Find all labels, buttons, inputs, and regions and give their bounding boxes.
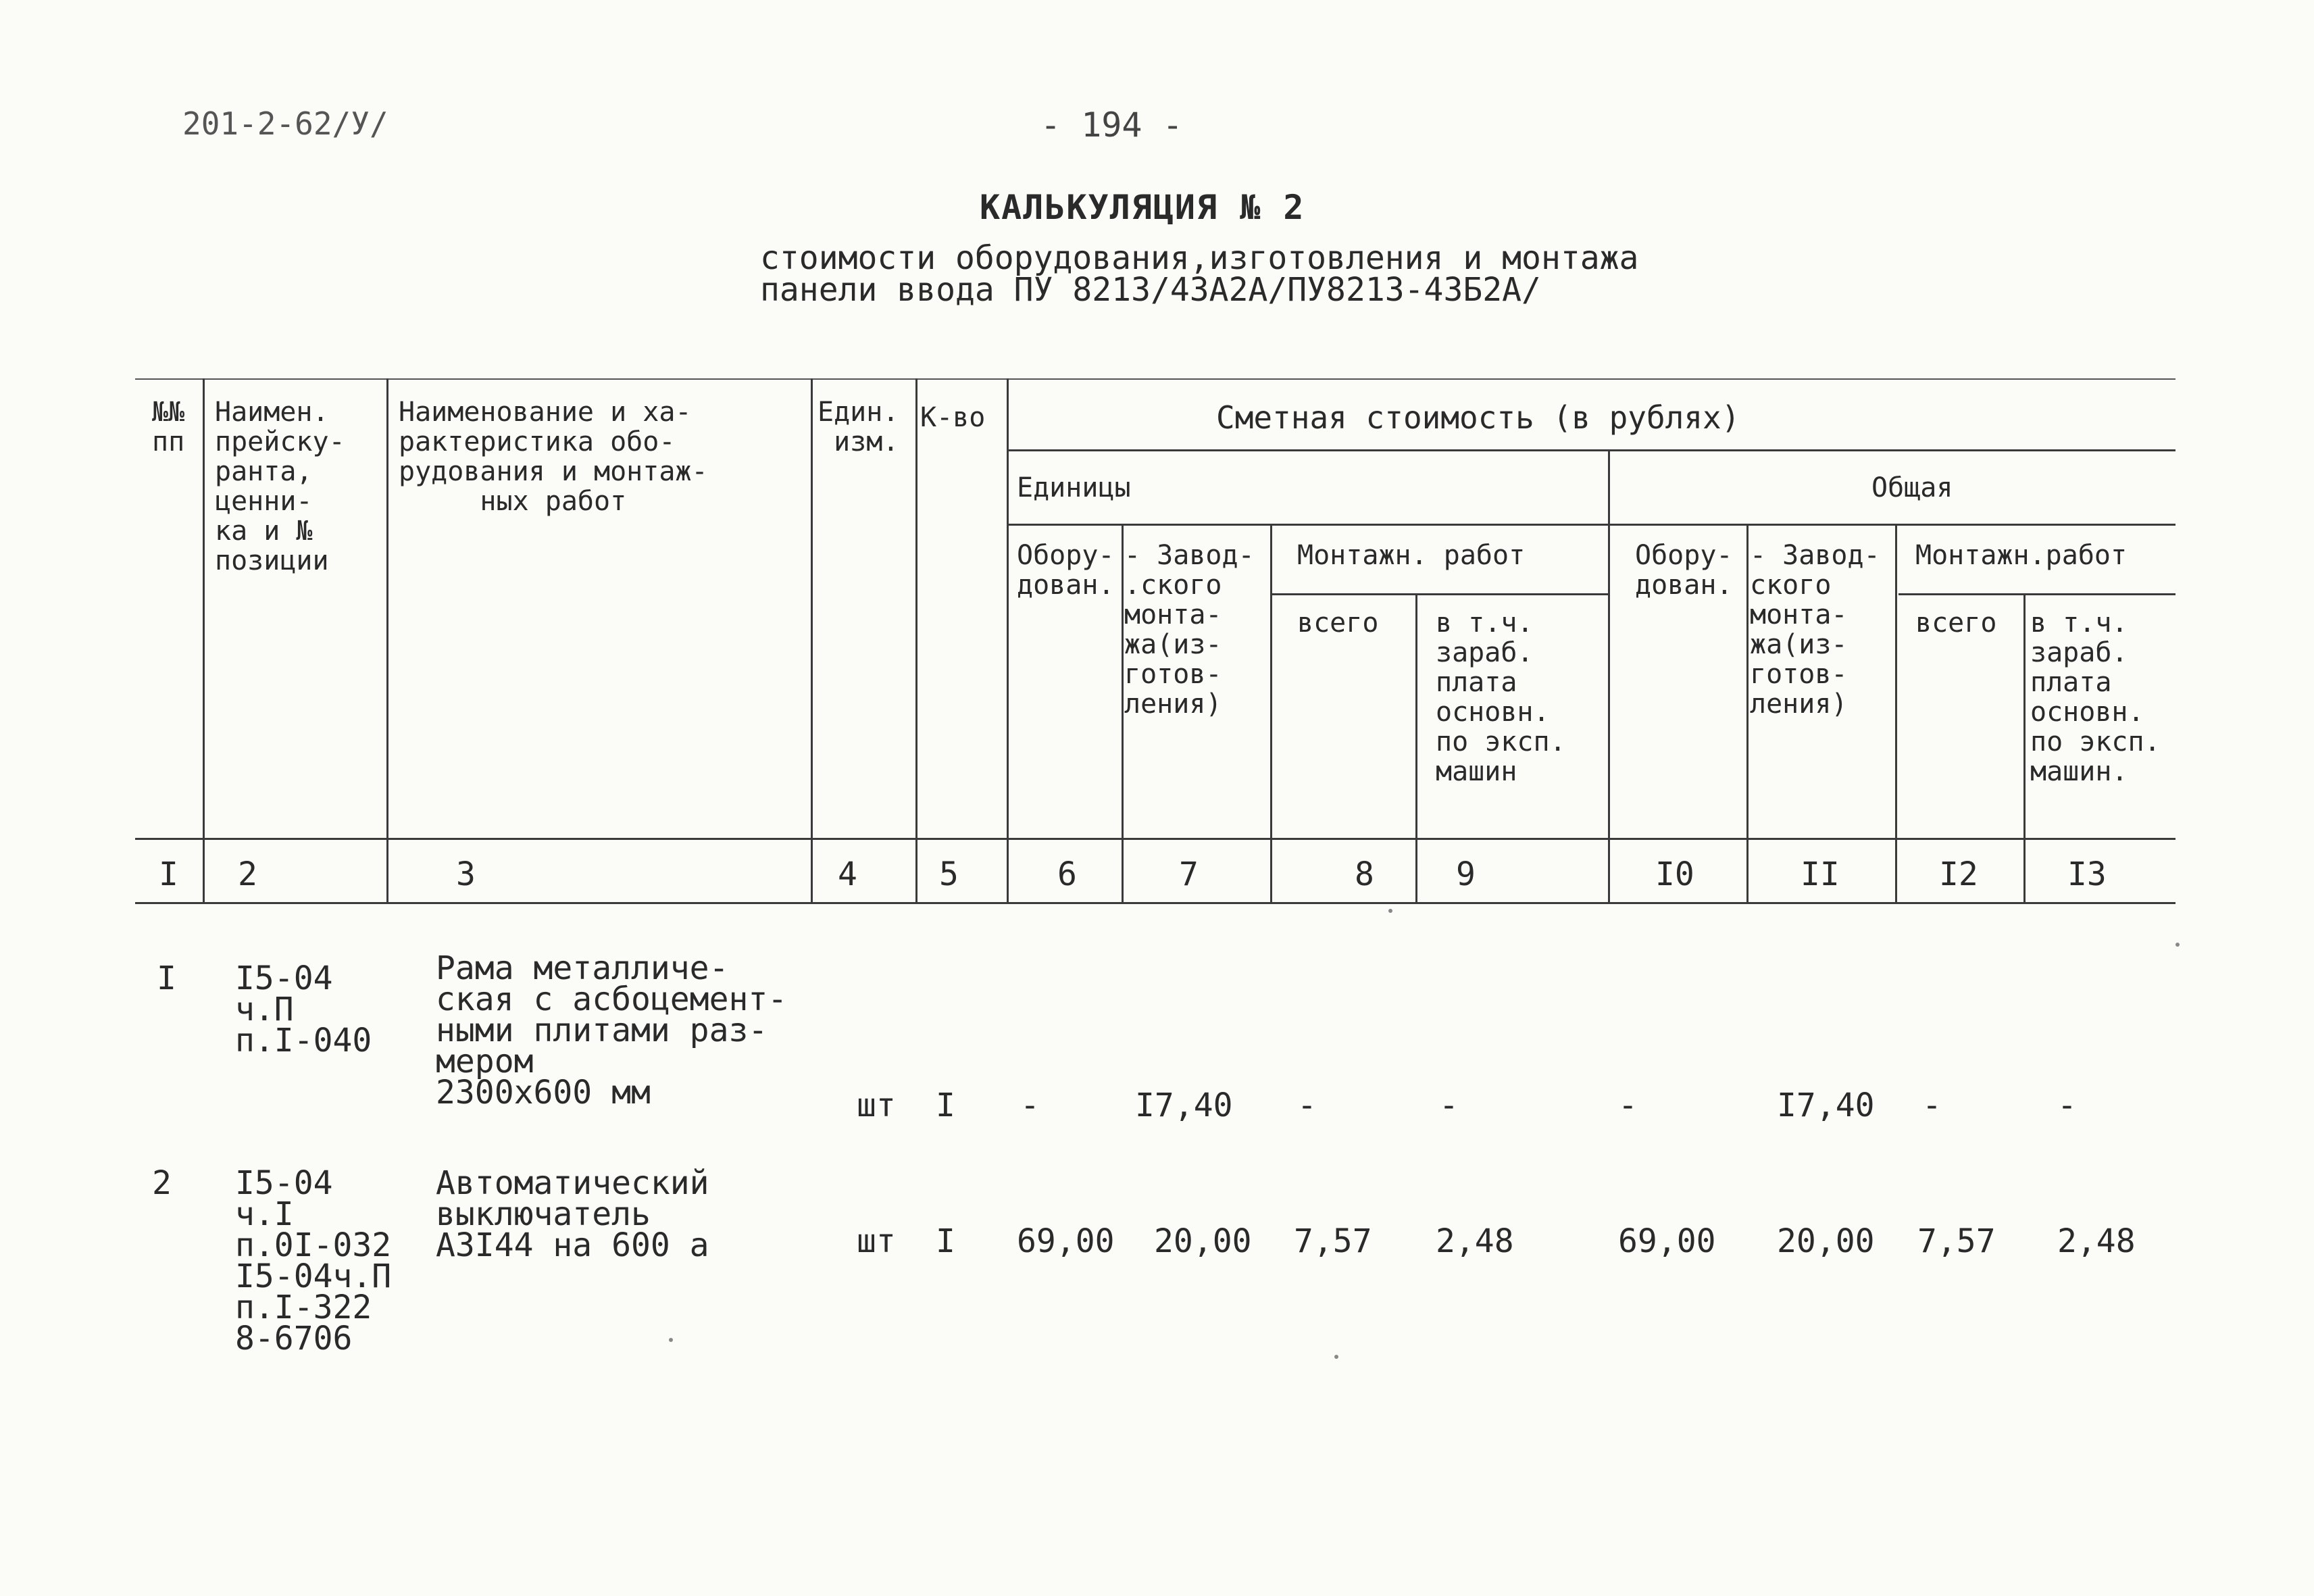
header-item-name: Наименование и ха- рактеристика обо- рудования и монтаж- ных работ <box>399 397 708 517</box>
row-number: 2 <box>152 1164 172 1202</box>
item-name: Автоматический выключатель А3I44 на 600 а <box>436 1164 709 1264</box>
header-rule-install <box>1270 593 1608 595</box>
unit-install-wage: - <box>1439 1087 1459 1124</box>
total-equipment-cost: - <box>1618 1087 1638 1124</box>
header-rule-unit <box>1007 524 2175 526</box>
unit-install-total: 7,57 <box>1294 1222 1372 1260</box>
quantity: I <box>936 1222 955 1260</box>
total-factory-cost: 20,00 <box>1777 1222 1875 1260</box>
header-total: Общая <box>1871 472 1953 503</box>
subtitle-line-2: панели ввода ПУ 8213/43А2А/ПУ8213-43Б2А/ <box>760 271 1541 309</box>
price-reference: I5-04 ч.П п.I-040 <box>235 959 372 1059</box>
header-installation-work-total: Монтажн.работ <box>1915 540 2128 571</box>
document-code: 201-2-62/У/ <box>182 105 388 142</box>
unit-equipment-cost: - <box>1020 1087 1040 1124</box>
colnum-4: 4 <box>838 855 857 893</box>
header-equipment-total: Обору- дован. <box>1635 540 1733 601</box>
col-divider-5 <box>1007 378 1009 902</box>
col-divider-7 <box>1270 524 1272 902</box>
col-divider-8 <box>1415 593 1417 902</box>
column-number-rule <box>135 902 2175 904</box>
col-divider-4 <box>915 378 917 902</box>
header-factory-assembly-total: - Завод- ского монта- жа(из- готов- ления) <box>1750 540 1880 720</box>
header-installation-work: Монтажн. работ <box>1297 540 1526 571</box>
page-number: - 194 - <box>1040 105 1183 145</box>
total-install-wage: - <box>2057 1087 2077 1124</box>
colnum-9: 9 <box>1456 855 1476 893</box>
total-install: - <box>1922 1087 1942 1124</box>
unit: шт <box>857 1222 896 1260</box>
header-quantity: К-во <box>920 402 986 433</box>
header-estimated-cost: Сметная стоимость (в рублях) <box>1216 399 1740 436</box>
price-reference: I5-04 ч.I п.0I-032 I5-04ч.П п.I-322 8-6706 <box>235 1164 392 1357</box>
colnum-13: I3 <box>2067 855 2107 893</box>
item-name: Рама металличе- ская с асбоцемент- ными плитами раз- мером 2300х600 мм <box>436 949 788 1112</box>
colnum-6: 6 <box>1057 855 1077 893</box>
header-rule-cost <box>1007 449 2175 451</box>
header-row-number: №№ пп <box>152 397 185 457</box>
colnum-2: 2 <box>238 855 257 893</box>
unit-install-total: - <box>1297 1087 1317 1124</box>
total-factory-cost: I7,40 <box>1777 1087 1875 1124</box>
header-install-all-total: всего <box>1915 607 1997 639</box>
colnum-10: I0 <box>1655 855 1694 893</box>
header-equipment: Обору- дован. <box>1017 540 1115 601</box>
header-install-wage: в т.ч. зараб. плата основн. по эксп. машин <box>1436 607 1566 787</box>
total-install-wage: 2,48 <box>2057 1222 2136 1260</box>
header-per-unit: Единицы <box>1017 472 1131 503</box>
unit-install-wage: 2,48 <box>1436 1222 1514 1260</box>
colnum-11: II <box>1801 855 1840 893</box>
unit: шт <box>857 1087 896 1124</box>
table-top-rule <box>135 378 2175 380</box>
header-factory-assembly: - Завод- .ского монта- жа(из- готов- ления) <box>1124 540 1255 720</box>
unit-factory-cost: 20,00 <box>1154 1222 1252 1260</box>
col-divider-2 <box>386 378 388 902</box>
header-rule-install2 <box>1898 593 2175 595</box>
header-install-total: всего <box>1297 607 1379 639</box>
col-divider-12 <box>2023 593 2026 902</box>
colnum-8: 8 <box>1355 855 1374 893</box>
colnum-12: I2 <box>1939 855 1978 893</box>
unit-equipment-cost: 69,00 <box>1017 1222 1115 1260</box>
scan-speck <box>1334 1355 1338 1359</box>
col-divider-10 <box>1746 524 1749 902</box>
quantity: I <box>936 1087 955 1124</box>
row-number: I <box>157 959 176 997</box>
scan-speck <box>1388 909 1392 913</box>
total-equipment-cost: 69,00 <box>1618 1222 1716 1260</box>
header-install-wage-total: в т.ч. зараб. плата основн. по эксп. машин. <box>2030 607 2161 787</box>
col-divider-11 <box>1895 524 1897 902</box>
header-price-reference: Наимен. прейску- ранта, ценни- ка и № позиции <box>215 397 345 576</box>
col-divider-3 <box>811 378 813 902</box>
calculation-title: КАЛЬКУЛЯЦИЯ № 2 <box>980 188 1305 227</box>
colnum-3: 3 <box>456 855 476 893</box>
col-divider-6 <box>1122 524 1124 902</box>
colnum-1: I <box>159 855 178 893</box>
header-bottom-rule <box>135 838 2175 840</box>
colnum-7: 7 <box>1179 855 1199 893</box>
subtitle-line-1: стоимости оборудования,изготовления и монтажа <box>760 239 1639 277</box>
col-divider-1 <box>203 378 205 902</box>
col-divider-9 <box>1608 449 1610 902</box>
header-unit: Един. изм. <box>818 397 899 457</box>
total-install: 7,57 <box>1917 1222 1996 1260</box>
scan-speck <box>2175 943 2180 947</box>
unit-factory-cost: I7,40 <box>1135 1087 1233 1124</box>
scan-speck <box>669 1338 673 1342</box>
colnum-5: 5 <box>939 855 959 893</box>
